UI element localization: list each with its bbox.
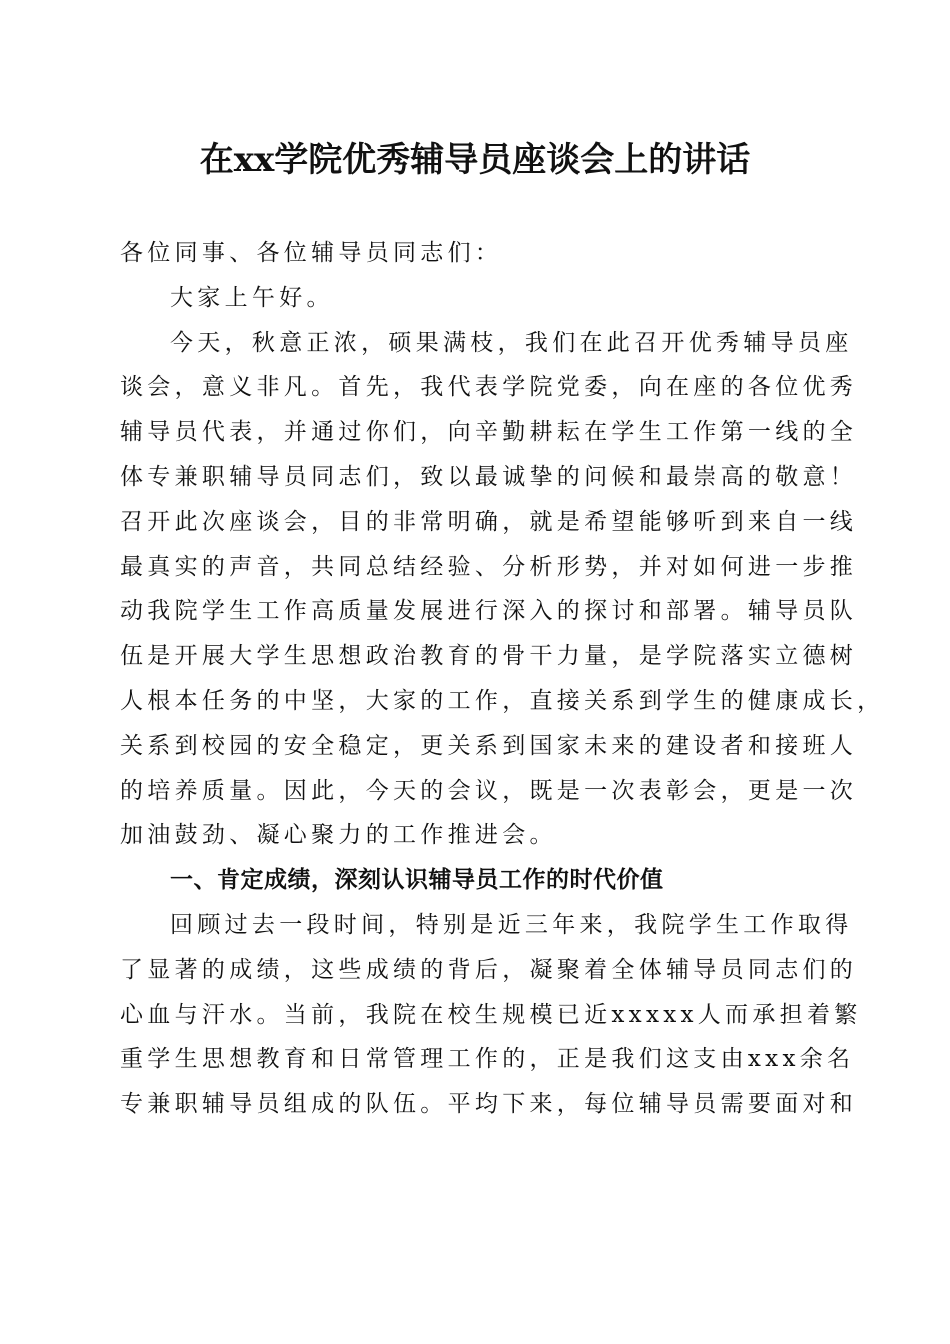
greeting: 大家上午好。 — [170, 284, 334, 311]
page-title: 在xx学院优秀辅导员座谈会上的讲话 — [199, 140, 751, 180]
paragraph-line: 心血与汗水。当前，我院在校生规模已近xxxxx人而承担着繁 — [120, 1001, 862, 1028]
paragraph-line: 重学生思想教育和日常管理工作的，正是我们这支由xxx余名 — [120, 1046, 855, 1073]
paragraph-line: 谈会，意义非凡。首先，我代表学院党委，向在座的各位优秀 — [120, 374, 858, 401]
paragraph-line: 召开此次座谈会，目的非常明确，就是希望能够听到来自一线 — [120, 508, 858, 535]
paragraph-line: 辅导员代表，并通过你们，向辛勤耕耘在学生工作第一线的全 — [120, 419, 858, 446]
paragraph-line: 关系到校园的安全稳定，更关系到国家未来的建设者和接班人 — [120, 732, 858, 759]
paragraph-line: 体专兼职辅导员同志们，致以最诚挚的问候和最崇高的敬意！ — [120, 463, 858, 490]
section-heading: 一、肯定成绩，深刻认识辅导员工作的时代价值 — [170, 867, 664, 894]
paragraph-line: 伍是开展大学生思想政治教育的骨干力量，是学院落实立德树 — [120, 643, 858, 670]
paragraph-line: 回顾过去一段时间，特别是近三年来，我院学生工作取得 — [170, 911, 853, 938]
paragraph-line: 专兼职辅导员组成的队伍。平均下来，每位辅导员需要面对和 — [120, 1091, 858, 1118]
speech-body — [120, 231, 885, 1127]
paragraph-line: 人根本任务的中坚，大家的工作，直接关系到学生的健康成长， — [120, 687, 885, 714]
paragraph-line: 动我院学生工作高质量发展进行深入的探讨和部署。辅导员队 — [120, 598, 858, 625]
paragraph-line: 加油鼓劲、凝心聚力的工作推进会。 — [120, 822, 557, 849]
paragraph-line: 的培养质量。因此，今天的会议，既是一次表彰会，更是一次 — [120, 777, 858, 804]
paragraph-line: 最真实的声音，共同总结经验、分析形势，并对如何进一步推 — [120, 553, 858, 580]
salutation: 各位同事、各位辅导员同志们： — [120, 240, 503, 266]
paragraph-line: 今天，秋意正浓，硕果满枝，我们在此召开优秀辅导员座 — [170, 329, 853, 356]
paragraph-line: 了显著的成绩，这些成绩的背后，凝聚着全体辅导员同志们的 — [120, 956, 858, 983]
